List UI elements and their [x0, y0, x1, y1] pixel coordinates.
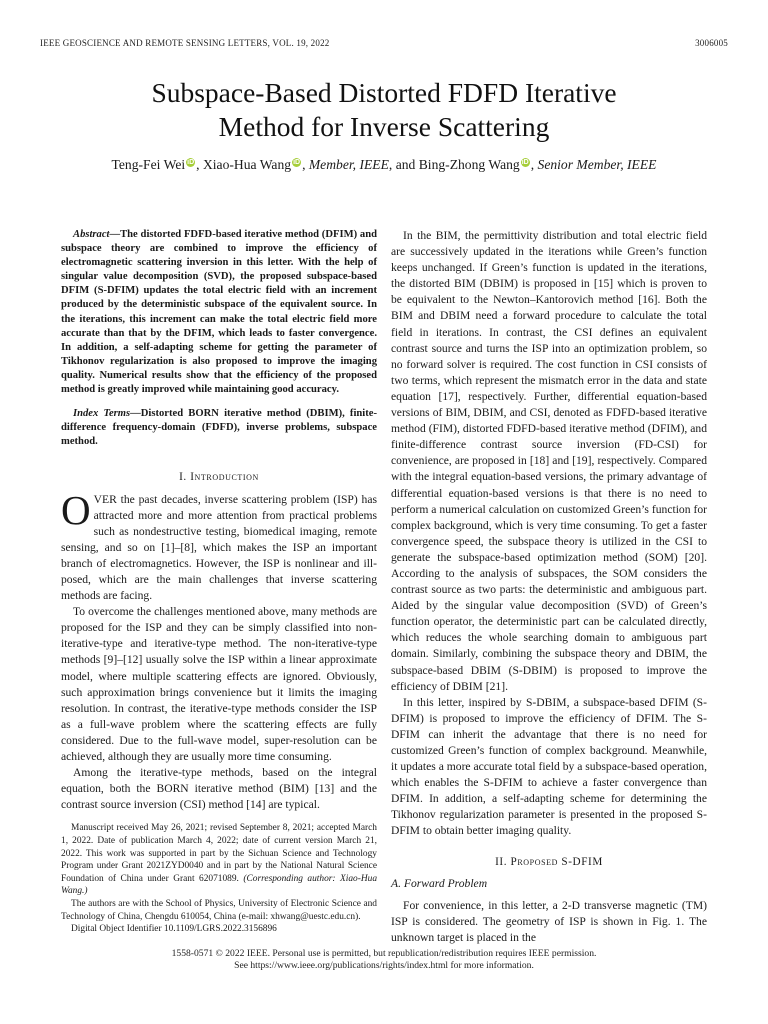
author-name: Bing-Zhong Wang	[418, 157, 520, 172]
footnote-corresponding: (Corresponding author: Xiao-Hua Wang.)	[61, 873, 378, 897]
section-heading-introduction: I. Introduction	[179, 471, 259, 484]
intro-paragraph-3: Among the iterative-type methods, based on the integral equation, both the BORN iterative method (BIM) [13] and the contrast source inversion (CSI) method [14] are typical.	[61, 766, 377, 812]
subsection-heading-forward-problem: A. Forward Problem	[391, 876, 488, 890]
author-list: Teng-Fei Wei iD , Xiao-Hua Wang iD , Member, IEEE, and Bing-Zhong Wang iD , Senior Member, IEEE	[111, 157, 657, 172]
orcid-icon[interactable]: iD	[293, 159, 301, 166]
body-paragraph-2: In this letter, inspired by S-DBIM, a subspace-based DFIM (S-DFIM) is proposed to improve the efficiency of DFIM. The S-DFIM can inherit the advantage that there is no need for customized Green’s function of complex background. Meanwhile, it updates a more accurate total field by a subspace-based operation, which enables the S-DFIM to achieve a faster convergence than DFIM. In addition, a self-adapting scheme for determining the Tikhonov regularization parameter is presented in the proposed S-DFIM to obtain better imaging quality.	[391, 695, 707, 838]
body-paragraph-1: In the BIM, the permittivity distribution and total electric field are successively updated in the iterations while Green’s function keeps unchanged. If Green’s function is updated in the iterations, the distorted BIM (DBIM) is proposed in [15] which is proven to be equivalent to the Newton–Kantorovich method [16]. Both the BIM and DBIM need a forward procedure to calculate the total field in iterations. In contrast, the CSI defines an equivalent contrast source and turns the ISP into an optimization problem, so no forward solver is required. The cost function in CSI consists of two terms, which represent the mismatch error in the data and state equation [17], respectively. Further, differential equation-based versions of BIM, DBIM, and CSI, denoted as FDFD-based iterative method (FIM), distorted FDFD-based iterative method (DFIM), and finite-difference contrast source inversion (FD-CSI) for convenience, are proposed in [18] and [19], respectively. Compared with the integral equation-based versions, the primary advantage of differential equation-based versions is that there is no need to perform a numerical calculation on customized Green’s function for complex background, which is very time consuming. To get a faster convergence speed, the subspace theory is utilized in the CSI to generate the subspace-based optimization method (SOM) [20]. According to the analysis of subspaces, the SOM considers the contrast source as two parts: the deterministic and ambiguous part. Aided by the singular value decomposition (SVD) of Green’s function operator, the deterministic part can be calculated directly, which reduces the whole searching domain to ambiguous part domain. Similarly, combining the subspace theory and DBIM, the subspace-based DBIM (S-DBIM) is proposed to improve the efficiency of DBIM [21].	[391, 229, 707, 693]
intro-paragraph-1-text: VER the past decades, inverse scattering problem (ISP) has attracted more and more attention from practical problems such as nondestructive testing, biomedical imaging, remote sensing, and so on [1]–[8], which makes the ISP an important branch of electromagnetics. However, the ISP is nonlinear and ill-posed, which are the main challenges that inverse scattering methods are facing.	[61, 492, 377, 603]
rights-link-footer[interactable]: See https://www.ieee.org/publications/rights/index.html for more information.	[234, 960, 534, 971]
abstract-text: —The distorted FDFD-based iterative method (DFIM) and subspace theory are combined to improve the efficiency of electromagnetic scattering inversion in this letter. With the help of singular value decomposition (SVD), the proposed subspace-based DFIM (S-DFIM) updates the total electric field with an increment produced by the deterministic subspace of the equivalent source. In the iterations, this increment can make the total electric field more accurate than that by the DFIM, which leads to faster convergence. In addition, a self-adapting scheme for getting the parameter of Tikhonov regularization is also proposed to improve the imaging quality. Numerical results show that the efficiency of the proposed method is greatly improved while maintaining good accuracy.	[61, 229, 377, 396]
left-column	[61, 228, 377, 936]
body-paragraph-3: For convenience, in this letter, a 2-D transverse magnetic (TM) ISP is considered. The geometry of ISP is shown in Fig. 1. The unknown target is placed in the	[391, 898, 707, 944]
author-membership: Member, IEEE	[308, 157, 389, 172]
drop-cap: O	[61, 486, 91, 533]
paper-title-line-1: Subspace-Based Distorted FDFD Iterative	[151, 77, 617, 108]
index-terms-label: Index Terms	[73, 408, 131, 420]
intro-paragraph-1	[61, 486, 377, 605]
abstract	[61, 228, 377, 397]
author-conjunction: , and	[388, 157, 416, 172]
right-column	[391, 228, 707, 946]
copyright-footer: 1558-0571 © 2022 IEEE. Personal use is permitted, but republication/redistribution requires IEEE permission.	[171, 948, 597, 959]
orcid-icon[interactable]: iD	[521, 159, 529, 166]
index-terms	[61, 407, 377, 449]
footnote-block	[61, 822, 377, 935]
footnote-affiliation: The authors are with the School of Physics, University of Electronic Science and Technology of China, Chengdu 610054, China (e-mail: xhwang@uestc.edu.cn).	[61, 898, 377, 922]
index-terms-text: —Distorted BORN iterative method (DBIM), finite-difference frequency-domain (FDFD), inverse problems, subspace method.	[61, 408, 377, 448]
paper-title-line-2: Method for Inverse Scattering	[218, 111, 550, 142]
running-header-article-number: 3006005	[695, 38, 728, 48]
orcid-icon[interactable]: iD	[187, 159, 195, 166]
author-membership: Senior Member, IEEE	[537, 157, 657, 172]
running-header-journal: IEEE GEOSCIENCE AND REMOTE SENSING LETTERS, VOL. 19, 2022	[40, 38, 330, 48]
footnote-doi[interactable]: Digital Object Identifier 10.1109/LGRS.2022.3156896	[71, 924, 277, 935]
abstract-label: Abstract	[73, 229, 110, 240]
footnote-manuscript-text: Manuscript received May 26, 2021; revised September 8, 2021; accepted March 1, 2022. Date of publication March 4, 2022; date of current version March 21, 2022. This work was supported in part by the Sichuan Science and Technology Program under Grant 2021ZYD0040 and in part by the National Natural Science Foundation of China under Grant 62071089.	[61, 823, 377, 884]
author-name: Teng-Fei Wei	[111, 157, 186, 172]
intro-paragraph-2: To overcome the challenges mentioned above, many methods are proposed for the ISP and they can be simply classified into non-iterative-type and iterative-type method. The non-iterative-type methods [9]–[12] usually solve the ISP within a linear approximate model, where multiple scattering effects are ignored. Obviously, such approximation brings convenience but it limits the imaging resolution. In contrast, the iterative-type methods consider the ISP as a full-wave problem where the scattering effects are fully considered. Due to the full-wave model, super-resolution can be achieved, although they are usually more time consuming.	[61, 605, 377, 763]
footnote-manuscript	[61, 822, 377, 898]
section-heading-proposed: II. Proposed S-DFIM	[495, 855, 603, 868]
author-name: Xiao-Hua Wang	[202, 157, 292, 172]
